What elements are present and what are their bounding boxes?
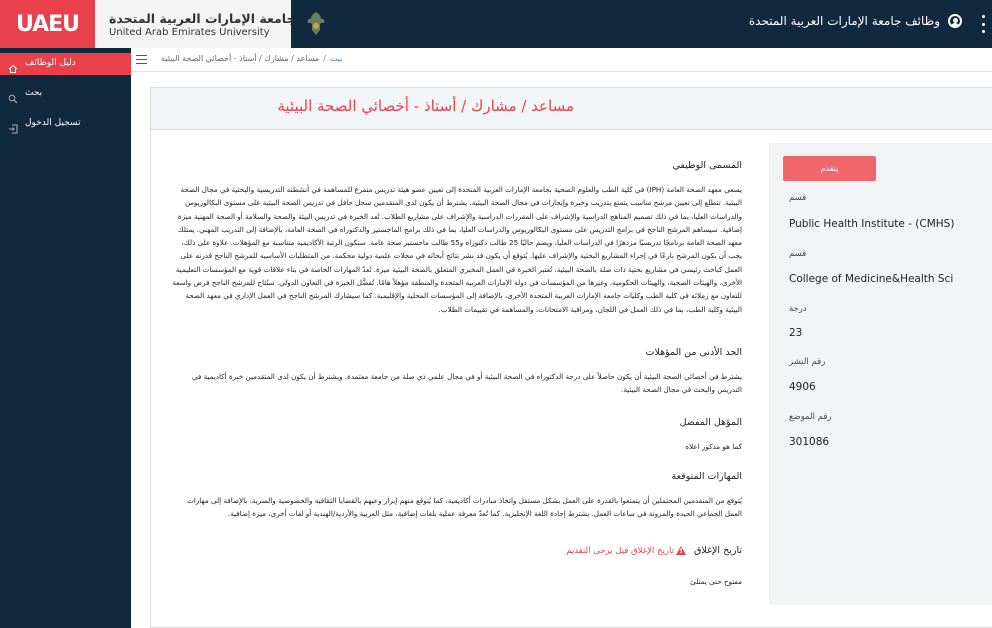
posting-number-value: 4906 bbox=[789, 381, 816, 393]
falcon-emblem-icon bbox=[305, 10, 327, 38]
breadcrumb: بيت/مساعد / مشارك / أستاذ - أخصائي الصحة البيئية bbox=[161, 54, 343, 63]
job-description: يسعى معهد الصحة العامة (IPH) في كلية الطب والعلوم الصحية بجامعة الإمارات العربية المتحدة إلى تعيين عضو هيئة تدريس متفرغ للمساهمة في أنشطته التدريسية والبحثية في مجال الصحة البيئية. تتطلع إلى تعيين مرشح مناسب يتمتع بتدريب وخبرة وإنجازات في مجال الصحة البيئية. يشترط أن يكون لدى المتقدمين سجل حافل في تدريس الصحة البيئية على مستوى البكالوريوس والدراسات العليا، بما في ذلك تصميم المناهج الدراسية والإشراف على المقررات الدراسية والإشراف على مشاريع الطلاب. تُعد الخبرة في تدريس البيئة والصحة والسلامة أو الصحة المهنية ميزة إضافية. سيساهم المرشح الناجح في برامج التدريس على مستوى البكالوريوس والدراسات العليا، بما في ذلك برامج الماجستير والدكتوراه في الصحة العامة، بالإضافة إلى التدريب المهني. يمتلك معهد الصحة العامة برنامجًا تدريسيًا مزدهرًا في الدراسات العليا، ويضم حاليًا 25 طالب دكتوراه و55 طالب ماجستير صحة عامة. ستكون الرتبة الأكاديمية متناسبة مع المؤهلات. علاوة على ذلك، يجب أن يكون المرشح بارعًا في إجراء المشاريع البحثية والإشراف عليها. يُتوقع أن يكون قد نشر نتائج أبحاثه في مجلات علمية دولية محكمة. من المتطلبات الأساسية للمرشح الناجح قدرته على العمل كباحث رئيسي في مشاريع بحثية ذات صلة بالصحة البيئية. تُعتبر الخبرة في العمل المخبري المتعلق بالصحة البيئية ميزة. تُعدّ المهارات الخاصة في بناء علاقات قوية مع المؤسسات التعليمية الأخرى، والهيئات الصحية، والهيئات الحكومية، وغيرها من المؤسسات في دولة الإمارات العربية المتحدة والمنطقة مؤهلاً هامًا. تُفضَّل الخبرة في التعاون الدولي. ستُتاح للمرشح الناجح فرص واسعة للتعاون مع زملائه في كلية الطب وكليات جامعة الإمارات العربية المتحدة الأخرى، بالإضافة إلى المؤسسات المحلية والإقليمية. كما سيشارك المرشح الناجح في العمل الإداري في معهد الصحة البيئية وكلية الطب، بما في ذلك العمل في اللجان، ومراقبة الامتحانات، والمساهمة في تقييمات الطلاب. bbox=[172, 185, 742, 314]
position-number-label: رقم الموضع bbox=[789, 412, 832, 422]
logo-text: UAEU bbox=[15, 11, 80, 37]
open-until-filled-note: مفتوح حتى يمتلئ bbox=[690, 577, 742, 586]
user-icon[interactable] bbox=[948, 14, 962, 28]
page-title: مساعد / مشارك / أستاذ - أخصائي الصحة البيئية bbox=[277, 97, 574, 115]
section-heading: المؤهل المفضل bbox=[679, 417, 742, 428]
apply-button[interactable]: يتقدم bbox=[783, 156, 876, 181]
section-heading: المهارات المتوقعة bbox=[671, 471, 742, 482]
sidebar-item-label: دليل الوظائف bbox=[25, 58, 76, 68]
sidebar bbox=[0, 48, 131, 628]
university-name-ar: جامعة الإمارات العربية المتحدة bbox=[109, 10, 296, 26]
closing-warning-text: تاريخ الإغلاق قيل يرجى التقديم bbox=[566, 545, 674, 556]
home-icon bbox=[8, 59, 18, 69]
department-value: Public Health Institute - (CMHS) bbox=[789, 218, 955, 230]
top-header bbox=[0, 0, 992, 48]
closing-warning bbox=[566, 546, 686, 556]
grade-label: درجة bbox=[789, 304, 807, 314]
sidebar-item-search[interactable] bbox=[0, 83, 131, 105]
closing-date-row bbox=[172, 545, 742, 556]
section-heading: الحد الأدنى من المؤهلات bbox=[645, 347, 742, 358]
job-info-panel bbox=[769, 143, 992, 605]
university-name bbox=[109, 11, 295, 38]
section-heading: المسمى الوظيفي bbox=[672, 160, 742, 171]
hamburger-menu-icon[interactable] bbox=[136, 55, 147, 64]
warning-icon bbox=[676, 546, 686, 555]
university-name-en: United Arab Emirates University bbox=[109, 26, 270, 38]
uaeu-logo[interactable] bbox=[0, 0, 95, 48]
closing-date-label: تاريخ الإغلاق bbox=[694, 545, 742, 556]
min-qualifications-text: يشترط في أخصائي الصحة البيئية أن يكون حاصلاً على درجة الدكتوراه في الصحة البيئية أو في مجال علمي ذي صلة من جامعة معتمدة. ويشترط أن يكون لدى المتقدمين خبرة أكاديمية في التدريس والبحث في مجال الصحة البيئية. bbox=[191, 372, 742, 395]
breadcrumb-home-link[interactable]: بيت bbox=[329, 54, 343, 63]
department-label: قسم bbox=[789, 193, 807, 203]
site-title[interactable]: وظائف جامعة الإمارات العربية المتحدة bbox=[748, 14, 940, 28]
login-icon bbox=[8, 119, 18, 129]
skills-section bbox=[172, 471, 742, 521]
sidebar-item-label: تسجيل الدخول bbox=[25, 118, 81, 128]
skills-text: يُتوقع من المتقدمين المحتملين أن يتمتعوا بالقدرة على العمل بشكل مستقل واتخاذ مبادرات أكاديمية. كما يُتوقع منهم إبراز وعيهم بالقضايا الثقافية والخصوصية والسرية، بالإضافة إلى مهارات العمل الجماعي الجيدة والمرونة في ساعات العمل. يشترط إجادة اللغة الإنجليزية. كما تُعدّ معرفة عملية بلغات إضافية، مثل العربية والأردية/الهندية أو لغات أخرى، ميزة إضافية. bbox=[187, 496, 742, 519]
page-header bbox=[151, 88, 992, 130]
university-brand[interactable] bbox=[95, 0, 296, 48]
sidebar-item-job-directory[interactable] bbox=[0, 53, 131, 75]
posting-number-label: رقم النشر bbox=[789, 357, 826, 367]
preferred-qualifications-section bbox=[172, 417, 742, 453]
college-value: College of Medicine&Health Sci bbox=[789, 273, 954, 285]
preferred-qualifications-text: كما هو مذكور اعلاه bbox=[685, 442, 742, 451]
sidebar-item-login[interactable] bbox=[0, 113, 131, 135]
college-label: قسم bbox=[789, 249, 807, 259]
search-icon bbox=[8, 89, 18, 99]
min-qualifications-section bbox=[172, 347, 742, 397]
sidebar-item-label: بحث bbox=[25, 88, 43, 98]
breadcrumb-current: مساعد / مشارك / أستاذ - أخصائي الصحة البيئية bbox=[161, 54, 320, 63]
breadcrumb-bar bbox=[131, 48, 992, 72]
position-number-value: 301086 bbox=[789, 436, 830, 448]
job-title-section bbox=[172, 160, 742, 316]
more-menu-icon[interactable] bbox=[982, 15, 986, 33]
grade-value: 23 bbox=[789, 327, 803, 339]
